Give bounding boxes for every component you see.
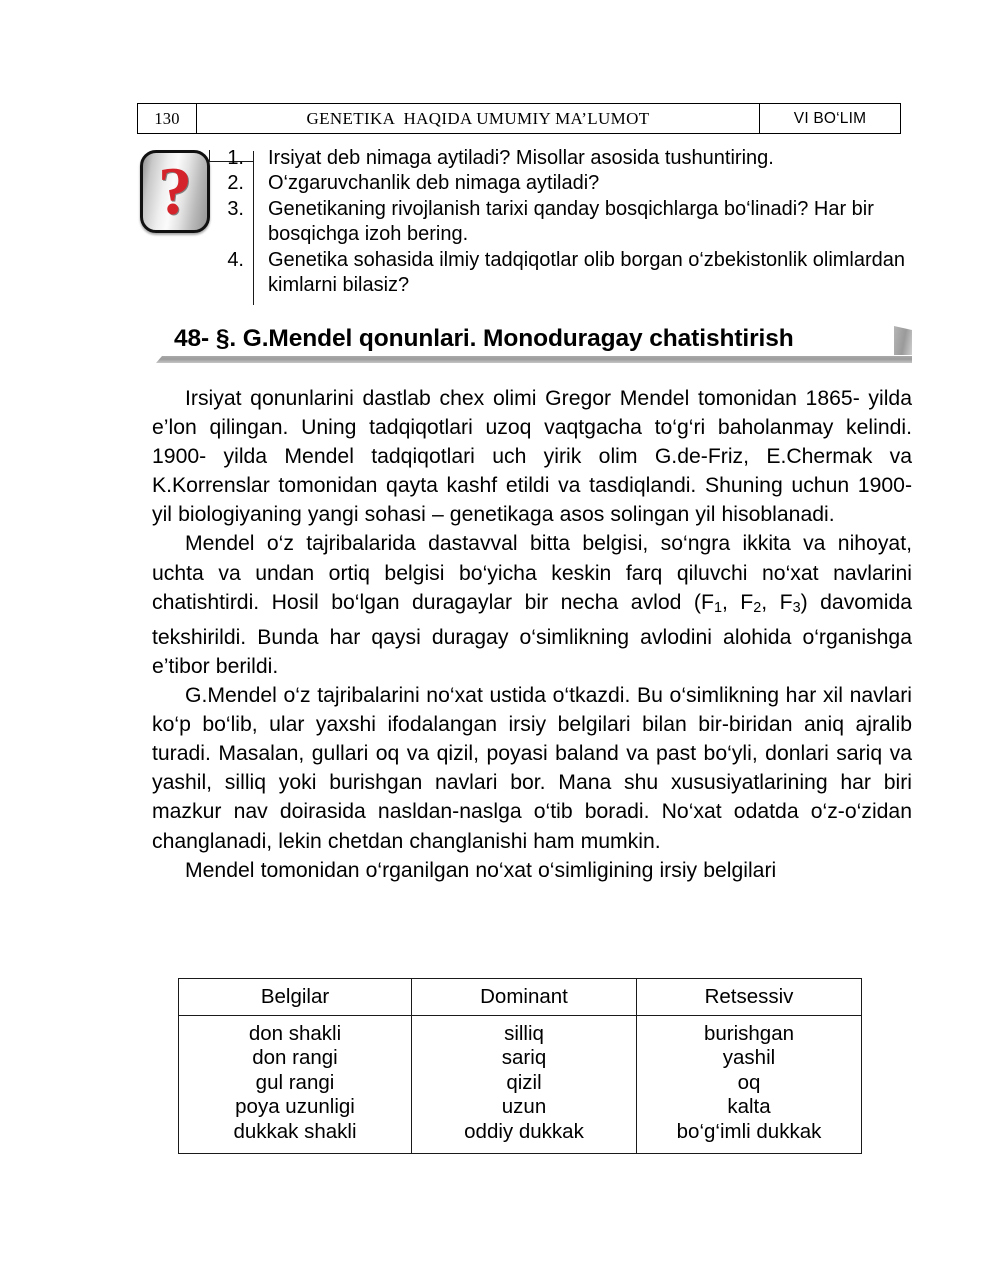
paragraph-1: Irsiyat qonunlarini dastlab chex olimi Gregor Mendel tomonidan 1865- yilda e’lon qilingan. Uning tadqiqotlari uzoq vaqtgacha to‘g‘ri baholanmay kelindi. 1900- yilda Mendel tadqiqotlari uch yirik olim G.de-Friz, E.Chermak va K.Korrenslar tomonidan qayta kashf etildi va tasdiqlandi. Shuning uchun 1900- yil biologiyaning yangi sohasi – genetikaga asos solingan yil hisoblanadi. — [152, 387, 912, 527]
cell-line: kalta — [727, 1095, 771, 1119]
table-header-dominant: Dominant — [412, 979, 637, 1016]
paragraph-2 — [152, 529, 912, 681]
paragraph-4: Mendel tomonidan o‘rganilgan no‘xat o‘simligining irsiy belgilari — [185, 858, 777, 882]
cell-line: don shakli — [248, 1022, 342, 1045]
question-text: Genetikaning rivojlanish tarixi qanday bosqichlarga bo‘linadi? Har bir bosqichga izoh bering. — [268, 197, 874, 246]
cell-line: gul rangi — [255, 1070, 335, 1094]
question-number: 1. — [227, 147, 244, 169]
paragraph-2-before: Mendel o‘z tajribalarida dastavval bitta belgisi, so‘ngra ikkita va nihoyat, uchta va undan ortiq belgisi bo‘yicha keskin farq qiluvchi no‘xat navlarini chatishtirdi. Hosil bo‘lgan duragaylar bir necha avlod (F — [152, 532, 912, 614]
running-header-title: GENETIKA HAQIDA UMUMIY MA’LUMOT — [197, 104, 760, 133]
question-list — [209, 146, 909, 298]
section-heading-block — [152, 324, 912, 370]
table-header-row — [179, 979, 862, 1016]
cell-line: uzun — [501, 1095, 547, 1119]
paragraph-2-mid1: , F — [721, 590, 754, 614]
question-number: 2. — [227, 172, 244, 195]
f1-subscript: 1 — [713, 599, 722, 616]
page-number: 130 — [138, 104, 197, 133]
question-item — [209, 197, 909, 248]
question-number: 3. — [227, 197, 244, 220]
table-header-retsessiv: Retsessiv — [637, 979, 862, 1016]
table-cell-dominant — [412, 1016, 637, 1154]
heading-underline-bar — [156, 356, 912, 363]
section-heading: 48- §. G.Mendel qonunlari. Monoduragay chatishtirish — [174, 325, 794, 352]
cell-line: bo‘g‘imli dukkak — [676, 1119, 822, 1143]
question-text: Irsiyat deb nimaga aytiladi? Misollar asosida tushuntiring. — [268, 147, 774, 169]
question-text: Genetika sohasida ilmiy tadqiqotlar olib borgan o‘zbekistonlik olimlardan kimlarni bilasiz? — [268, 248, 906, 297]
cell-line: oq — [737, 1070, 761, 1094]
traits-table — [178, 978, 862, 1154]
cell-line: qizil — [506, 1070, 542, 1094]
f3-subscript: 3 — [792, 599, 801, 616]
table-cell-retsessiv — [637, 1016, 862, 1154]
question-text: O‘zgaruvchanlik deb nimaga aytiladi? — [268, 172, 600, 195]
body-text — [152, 384, 912, 885]
question-item — [209, 248, 909, 299]
question-mark-icon — [140, 150, 210, 233]
table-cell-belgilar — [179, 1016, 412, 1154]
f2-subscript: 2 — [753, 599, 762, 616]
review-questions-block — [137, 146, 912, 306]
cell-line: dukkak shakli — [233, 1119, 357, 1143]
paragraph-3: G.Mendel o‘z tajribalarini no‘xat ustida o‘tkazdi. Bu o‘simlikning har xil navlari ko‘p bo‘lib, ular yaxshi ifodalangan irsiy belgilari bilan bir-biridan aniq ajralib turadi. Masalan, gullari oq va qizil, poyasi baland va past bo‘yli, donlari sariq va yashil, silliq yoki burishgan navlari bor. Mana shu xususiyatlarining har biri mazkur nav doirasida nasldan-naslga o‘tib boradi. No‘xat odatda o‘z-o‘zidan changlanadi, lekin chetdan changlanishi ham mumkin. — [152, 684, 912, 853]
paragraph-2-after: ) davomida tekshirildi. Bunda har qaysi duragay o‘simlikning avlodini alohida o‘rganishga e’tibor berildi. — [152, 590, 913, 678]
question-mark-glyph: ? — [158, 152, 192, 229]
question-number: 4. — [227, 248, 244, 271]
table-row — [179, 1016, 862, 1154]
question-item — [209, 146, 909, 171]
paragraph-2-mid2: , F — [761, 590, 793, 614]
running-header — [137, 103, 901, 134]
heading-ribbon-tab — [894, 326, 912, 355]
cell-line: burishgan — [703, 1022, 795, 1045]
running-header-part: VI BO‘LIM — [793, 109, 867, 127]
question-item — [209, 171, 909, 196]
table-header-belgilar: Belgilar — [179, 979, 412, 1016]
cell-line: silliq — [504, 1022, 544, 1045]
cell-line: sariq — [501, 1046, 547, 1070]
cell-line: don rangi — [252, 1046, 338, 1070]
cell-line: oddiy dukkak — [464, 1119, 584, 1143]
cell-line: yashil — [722, 1046, 776, 1070]
cell-line: poya uzunligi — [235, 1095, 355, 1119]
